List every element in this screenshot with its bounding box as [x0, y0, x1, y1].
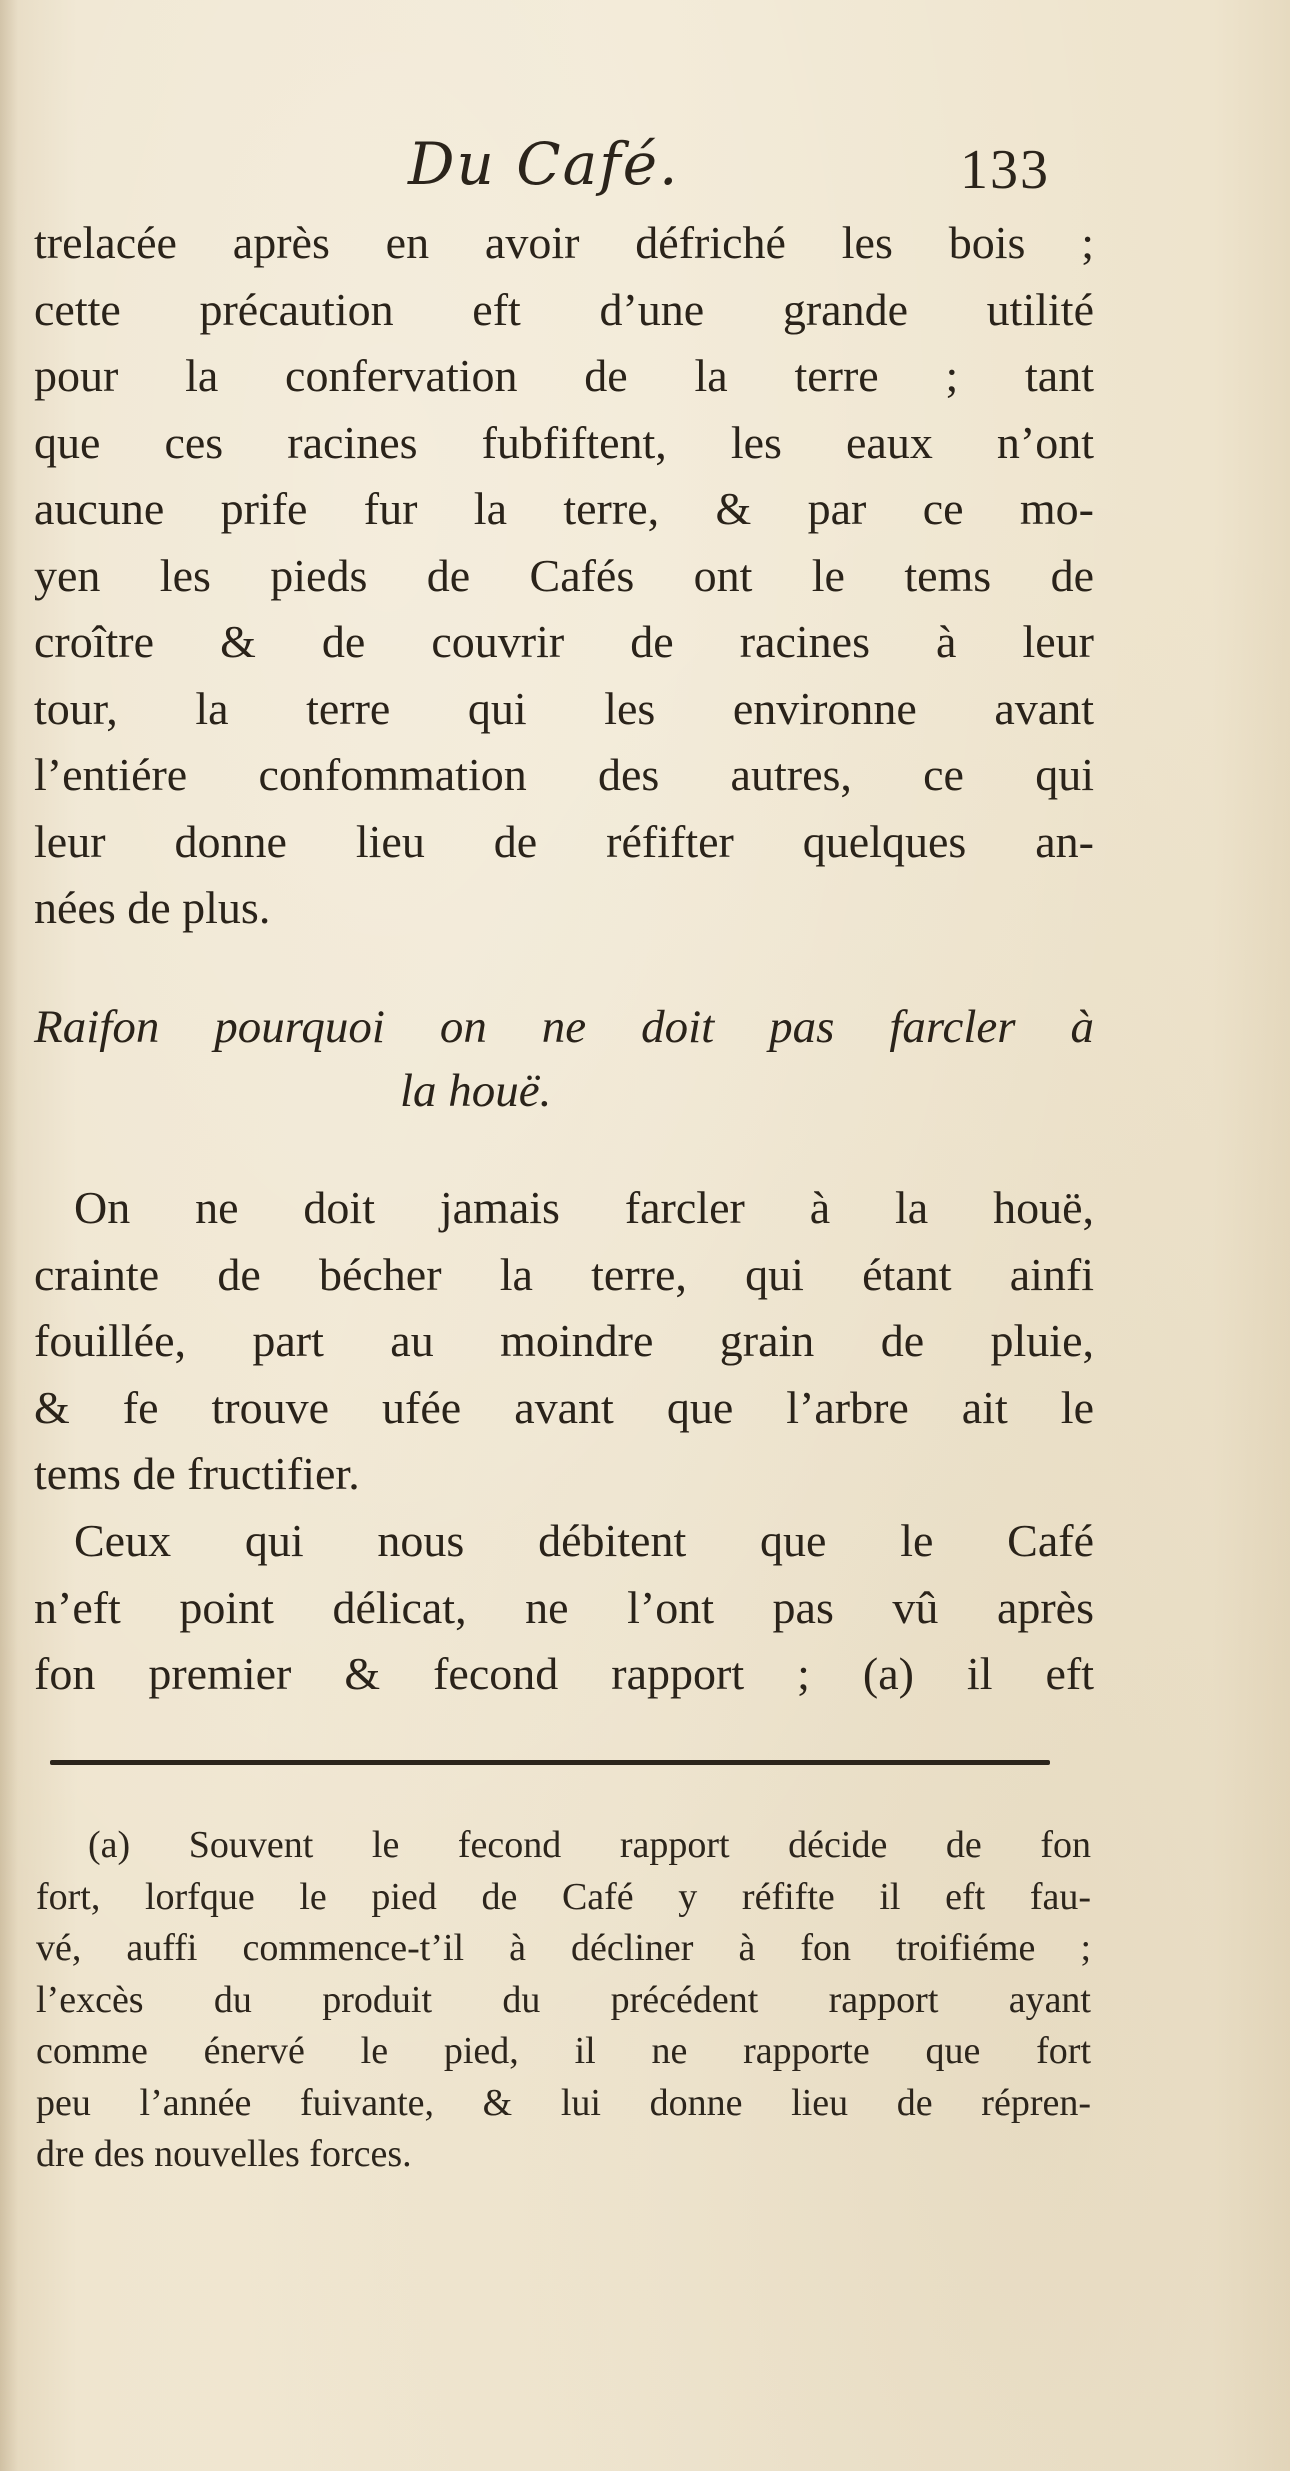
text-line: tour, la terre qui les environne avant — [34, 682, 1094, 734]
footnote-line: fort, lorfque le pied de Café y réfifte il eft fau- — [36, 1875, 1091, 1918]
footnote-line: l’excès du produit du précédent rapport ayant — [36, 1978, 1091, 2021]
text-line: trelacée après en avoir défriché les bois ; — [34, 217, 1094, 268]
paragraph-3 — [34, 1508, 1094, 1708]
text-line: cette précaution eft d’une grande utilité — [34, 283, 1094, 335]
text-line: fon premier & fecond rapport ; (a) il eft — [34, 1648, 1094, 1699]
text-line: On ne doit jamais farcler à la houë, — [74, 1182, 1094, 1233]
text-line: leur donne lieu de réfifter quelques an- — [34, 815, 1094, 867]
text-line: tems de fructifier. — [34, 1448, 360, 1499]
footnote-line: vé, auffi commence-t’il à décliner à fon troifiéme ; — [36, 1927, 1091, 1969]
paragraph-1 — [34, 210, 1094, 942]
paragraph-2 — [34, 1175, 1094, 1508]
text-line: que ces racines fubfiftent, les eaux n’ont — [34, 416, 1094, 468]
running-head — [40, 130, 1100, 210]
footnote-divider — [50, 1760, 1050, 1765]
footnote — [36, 1820, 1091, 2181]
text-line: l’entiére confommation des autres, ce qui — [34, 749, 1094, 800]
text-line: pour la confervation de la terre ; tant — [34, 350, 1094, 401]
section-heading-line-2: la houë. — [400, 1065, 552, 1117]
text-line: nées de plus. — [34, 882, 271, 933]
section-heading — [34, 995, 1094, 1123]
footnote-line: comme énervé le pied, il ne rapporte que fort — [36, 2030, 1091, 2072]
text-line: yen les pieds de Cafés ont le tems de — [34, 549, 1094, 601]
text-line: n’eft point délicat, ne l’ont pas vû après — [34, 1581, 1094, 1633]
text-line: fouillée, part au moindre grain de pluie, — [34, 1315, 1094, 1366]
page-number: 133 — [960, 139, 1050, 201]
text-line: crainte de bécher la terre, qui étant ainfi — [34, 1248, 1094, 1300]
running-title: Du Café. — [408, 130, 680, 198]
text-line: croître & de couvrir de racines à leur — [34, 616, 1094, 667]
footnote-line: (a) Souvent le fecond rapport décide de fon — [88, 1824, 1091, 1866]
footnote-line: peu l’année fuivante, & lui donne lieu de répren- — [36, 2081, 1091, 2124]
footnote-line: dre des nouvelles forces. — [36, 2133, 412, 2175]
text-line: aucune prife fur la terre, & par ce mo- — [34, 483, 1094, 534]
section-heading-line-1: Raifon pourquoi on ne doit pas farcler à — [34, 1001, 1094, 1053]
text-line: Ceux qui nous débitent que le Café — [74, 1515, 1094, 1566]
text-line: & fe trouve ufée avant que l’arbre ait le — [34, 1381, 1094, 1433]
